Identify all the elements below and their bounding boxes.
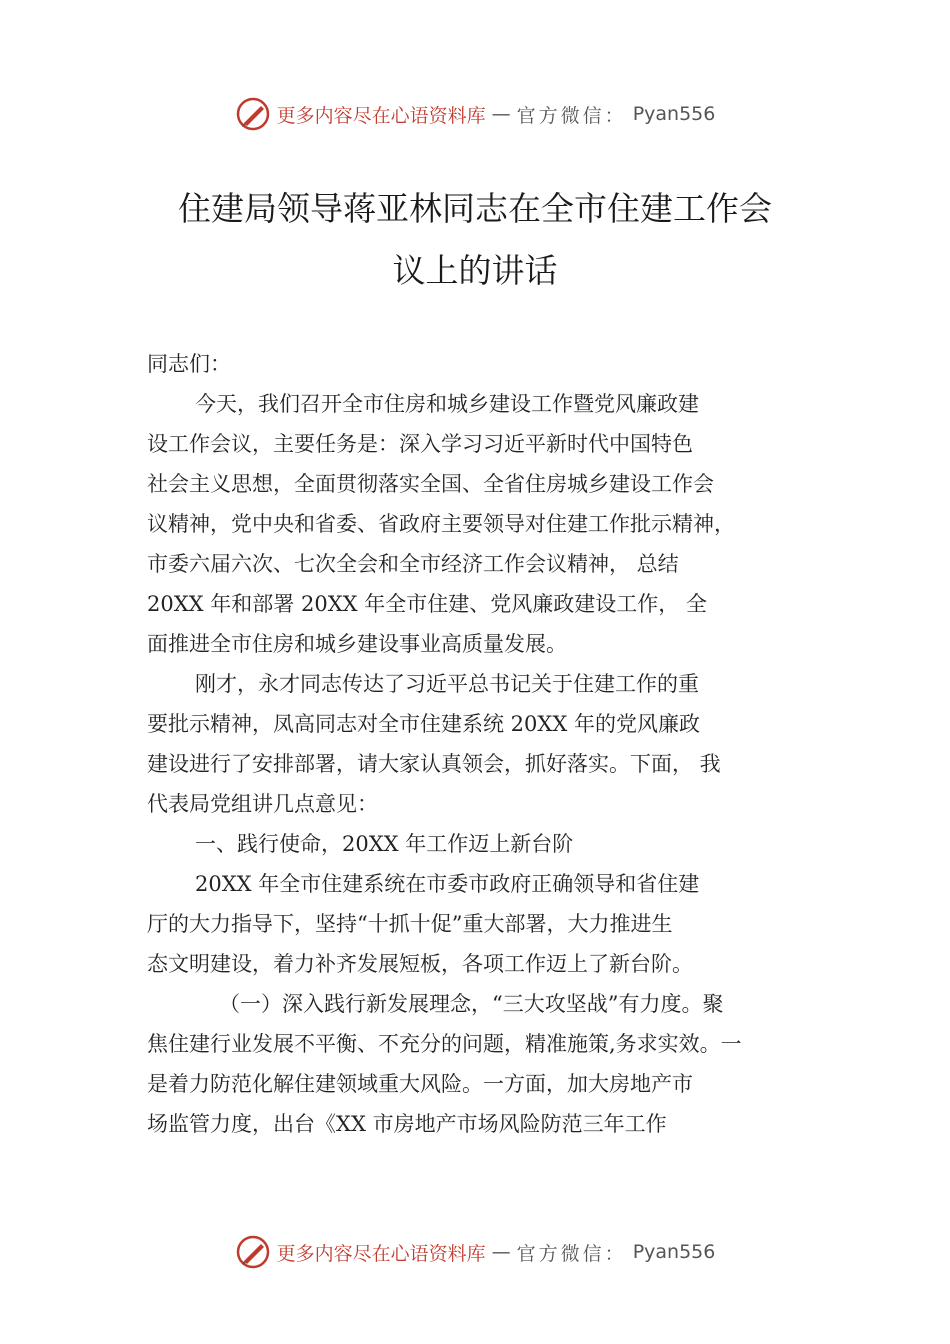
body-line: 焦住建行业发展不平衡、不充分的问题，精准施策,务求实效。一 (147, 1032, 742, 1056)
watermark-banner-bottom (0, 1232, 950, 1272)
document-body (147, 344, 827, 1144)
body-line: 20XX 年和部署 20XX 年全市住建、党风廉政建设工作， 全 (147, 592, 707, 616)
body-line: 态文明建设，着力补齐发展短板，各项工作迈上了新台阶。 (147, 952, 693, 976)
body-line: 建设进行了安排部署，请大家认真领会，抓好落实。下面， 我 (147, 752, 721, 776)
watermark-banner-top (0, 94, 950, 134)
body-line: 场监管力度，出台《XX 市房地产市场风险防范三年工作 (147, 1112, 667, 1136)
body-line: 设工作会议，主要任务是：深入学习习近平新时代中国特色 (147, 432, 693, 456)
watermark-brand-text: 更多内容尽在心语资料库 (276, 1242, 486, 1265)
watermark-wechat-label: 官方微信： (516, 104, 627, 127)
section-heading: 一、践行使命，20XX 年工作迈上新台阶 (195, 832, 574, 856)
body-line: 市委六届六次、七次全会和全市经济工作会议精神， 总结 (147, 552, 679, 576)
document-title (120, 178, 830, 302)
title-line-1: 住建局领导蒋亚林同志在全市住建工作会 (178, 189, 772, 228)
body-line: 面推进全市住房和城乡建设事业高质量发展。 (147, 632, 567, 656)
watermark-wechat-label: 官方微信： (516, 1242, 627, 1265)
body-line: 厅的大力指导下，坚持“十抓十促”重大部署，大力推进生 (147, 912, 673, 936)
body-line: 是着力防范化解住建领域重大风险。一方面，加大房地产市 (147, 1072, 693, 1096)
body-line: 20XX 年全市住建系统在市委市政府正确领导和省住建 (195, 872, 700, 896)
watermark-dash: — (491, 1241, 511, 1263)
salutation: 同志们： (147, 352, 231, 376)
body-line: 议精神，党中央和省委、省政府主要领导对住建工作批示精神， (147, 512, 735, 536)
title-line-2: 议上的讲话 (392, 251, 558, 290)
body-line: 要批示精神，凤高同志对全市住建系统 20XX 年的党风廉政 (147, 712, 700, 736)
body-line: 今天，我们召开全市住房和城乡建设工作暨党风廉政建 (195, 392, 699, 416)
watermark-wechat-id: Pyan556 (632, 103, 716, 125)
watermark-brand-text: 更多内容尽在心语资料库 (276, 104, 486, 127)
body-line: 社会主义思想，全面贯彻落实全国、全省住房城乡建设工作会 (147, 472, 714, 496)
watermark-dash: — (491, 103, 511, 125)
pen-logo-icon (235, 1234, 271, 1270)
pen-logo-icon (235, 96, 271, 132)
subsection-line: （一）深入践行新发展理念，“三大攻坚战”有力度。聚 (219, 992, 724, 1016)
body-line: 刚才，永才同志传达了习近平总书记关于住建工作的重 (195, 672, 699, 696)
watermark-wechat-id: Pyan556 (632, 1241, 716, 1263)
body-line: 代表局党组讲几点意见： (147, 792, 378, 816)
